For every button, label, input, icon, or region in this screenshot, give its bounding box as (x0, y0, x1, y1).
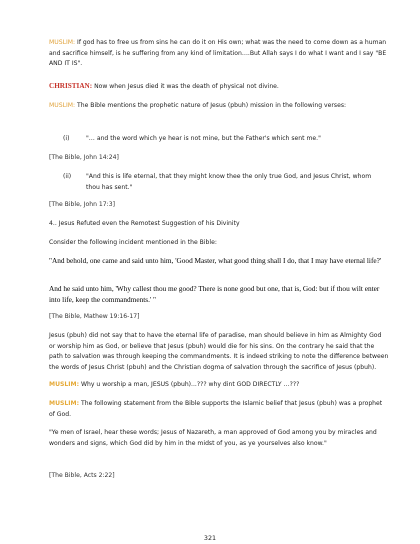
quote-number: (ii) (63, 173, 72, 180)
speaker-label-muslim: MUSLIM: (49, 102, 76, 109)
paragraph-christian (49, 81, 389, 93)
paragraph-muslim-3 (49, 380, 389, 391)
quote-number: (i) (63, 135, 70, 142)
paragraph-text: Why u worship a man, JESUS (pbuh)...??? why dint GOD DIRECTLY …??? (79, 381, 300, 388)
quote-text: "And this is life eternal, that they might know thee the only true God, and Jesus Christ, whom thou has sent." (86, 173, 372, 191)
bible-reference: [The Bible, John 17:3] (49, 201, 115, 208)
paragraph-muslim-2 (49, 101, 389, 112)
bible-reference: [The Bible, John 14:24] (49, 154, 119, 161)
paragraph-text: The following statement from the Bible supports the Islamic belief that Jesus (pbuh) was a prophet of God. (49, 400, 383, 418)
speaker-label-muslim: MUSLIM: (49, 400, 80, 407)
scripture-quote: And he said unto him, 'Why callest thou me good? There is none good but one, that is, God: but if thou wilt enter into life, keep the commandments.' " (49, 284, 380, 304)
bible-reference: [The Bible, Acts 2:22] (49, 472, 115, 479)
paragraph-text: Now when Jesus died it was the death of physical not divine. (92, 83, 279, 90)
paragraph-text: If god has to free us from sins he can do it on His own; what was the need to come down as a human and sacrifice himself, is he suffering from any kind of limitation….But Allah says I do what I want and I say "BE AND IT IS". (49, 39, 387, 68)
paragraph-text: The Bible mentions the prophetic nature of Jesus (pbuh) mission in the following verses: (75, 102, 347, 109)
paragraph-muslim-1 (49, 38, 389, 70)
quote-text: "… and the word which ye hear is not mine, but the Father's which sent me." (86, 135, 321, 142)
paragraph: "Ye men of Israel, hear these words; Jesus of Nazareth, a man approved of God among you by miracles and wonders and signs, which God did by him in the midst of you, as ye yourselves also know." (49, 429, 377, 447)
scripture-quote: "And behold, one came and said unto him, 'Good Master, what good thing shall I do, that I may have eternal life?' (49, 256, 382, 265)
speaker-label-muslim: MUSLIM: (49, 381, 80, 388)
section-heading: 4.. Jesus Refuted even the Remotest Suggestion of his Divinity (49, 220, 240, 227)
paragraph: Consider the following incident mentioned in the Bible: (49, 239, 217, 246)
paragraph-muslim-4 (49, 399, 389, 420)
bible-reference: [The Bible, Mathew 19:16-17] (49, 313, 140, 320)
speaker-label-christian: CHRISTIAN: (49, 82, 93, 90)
page-number: 321 (203, 534, 217, 542)
paragraph: Jesus (pbuh) did not say that to have the eternal life of paradise, man should believe in him as Almighty God or worship him as God, or believe that Jesus (pbuh) would die for his sins. On the contrary he said that the path to salvation was through keeping the commandments. It is indeed striking to note the difference between the words of Jesus Christ (pbuh) and the Christian dogma of salvation through the sacrifice of Jesus (pbuh). (49, 332, 389, 371)
speaker-label-muslim: MUSLIM: (49, 39, 76, 46)
